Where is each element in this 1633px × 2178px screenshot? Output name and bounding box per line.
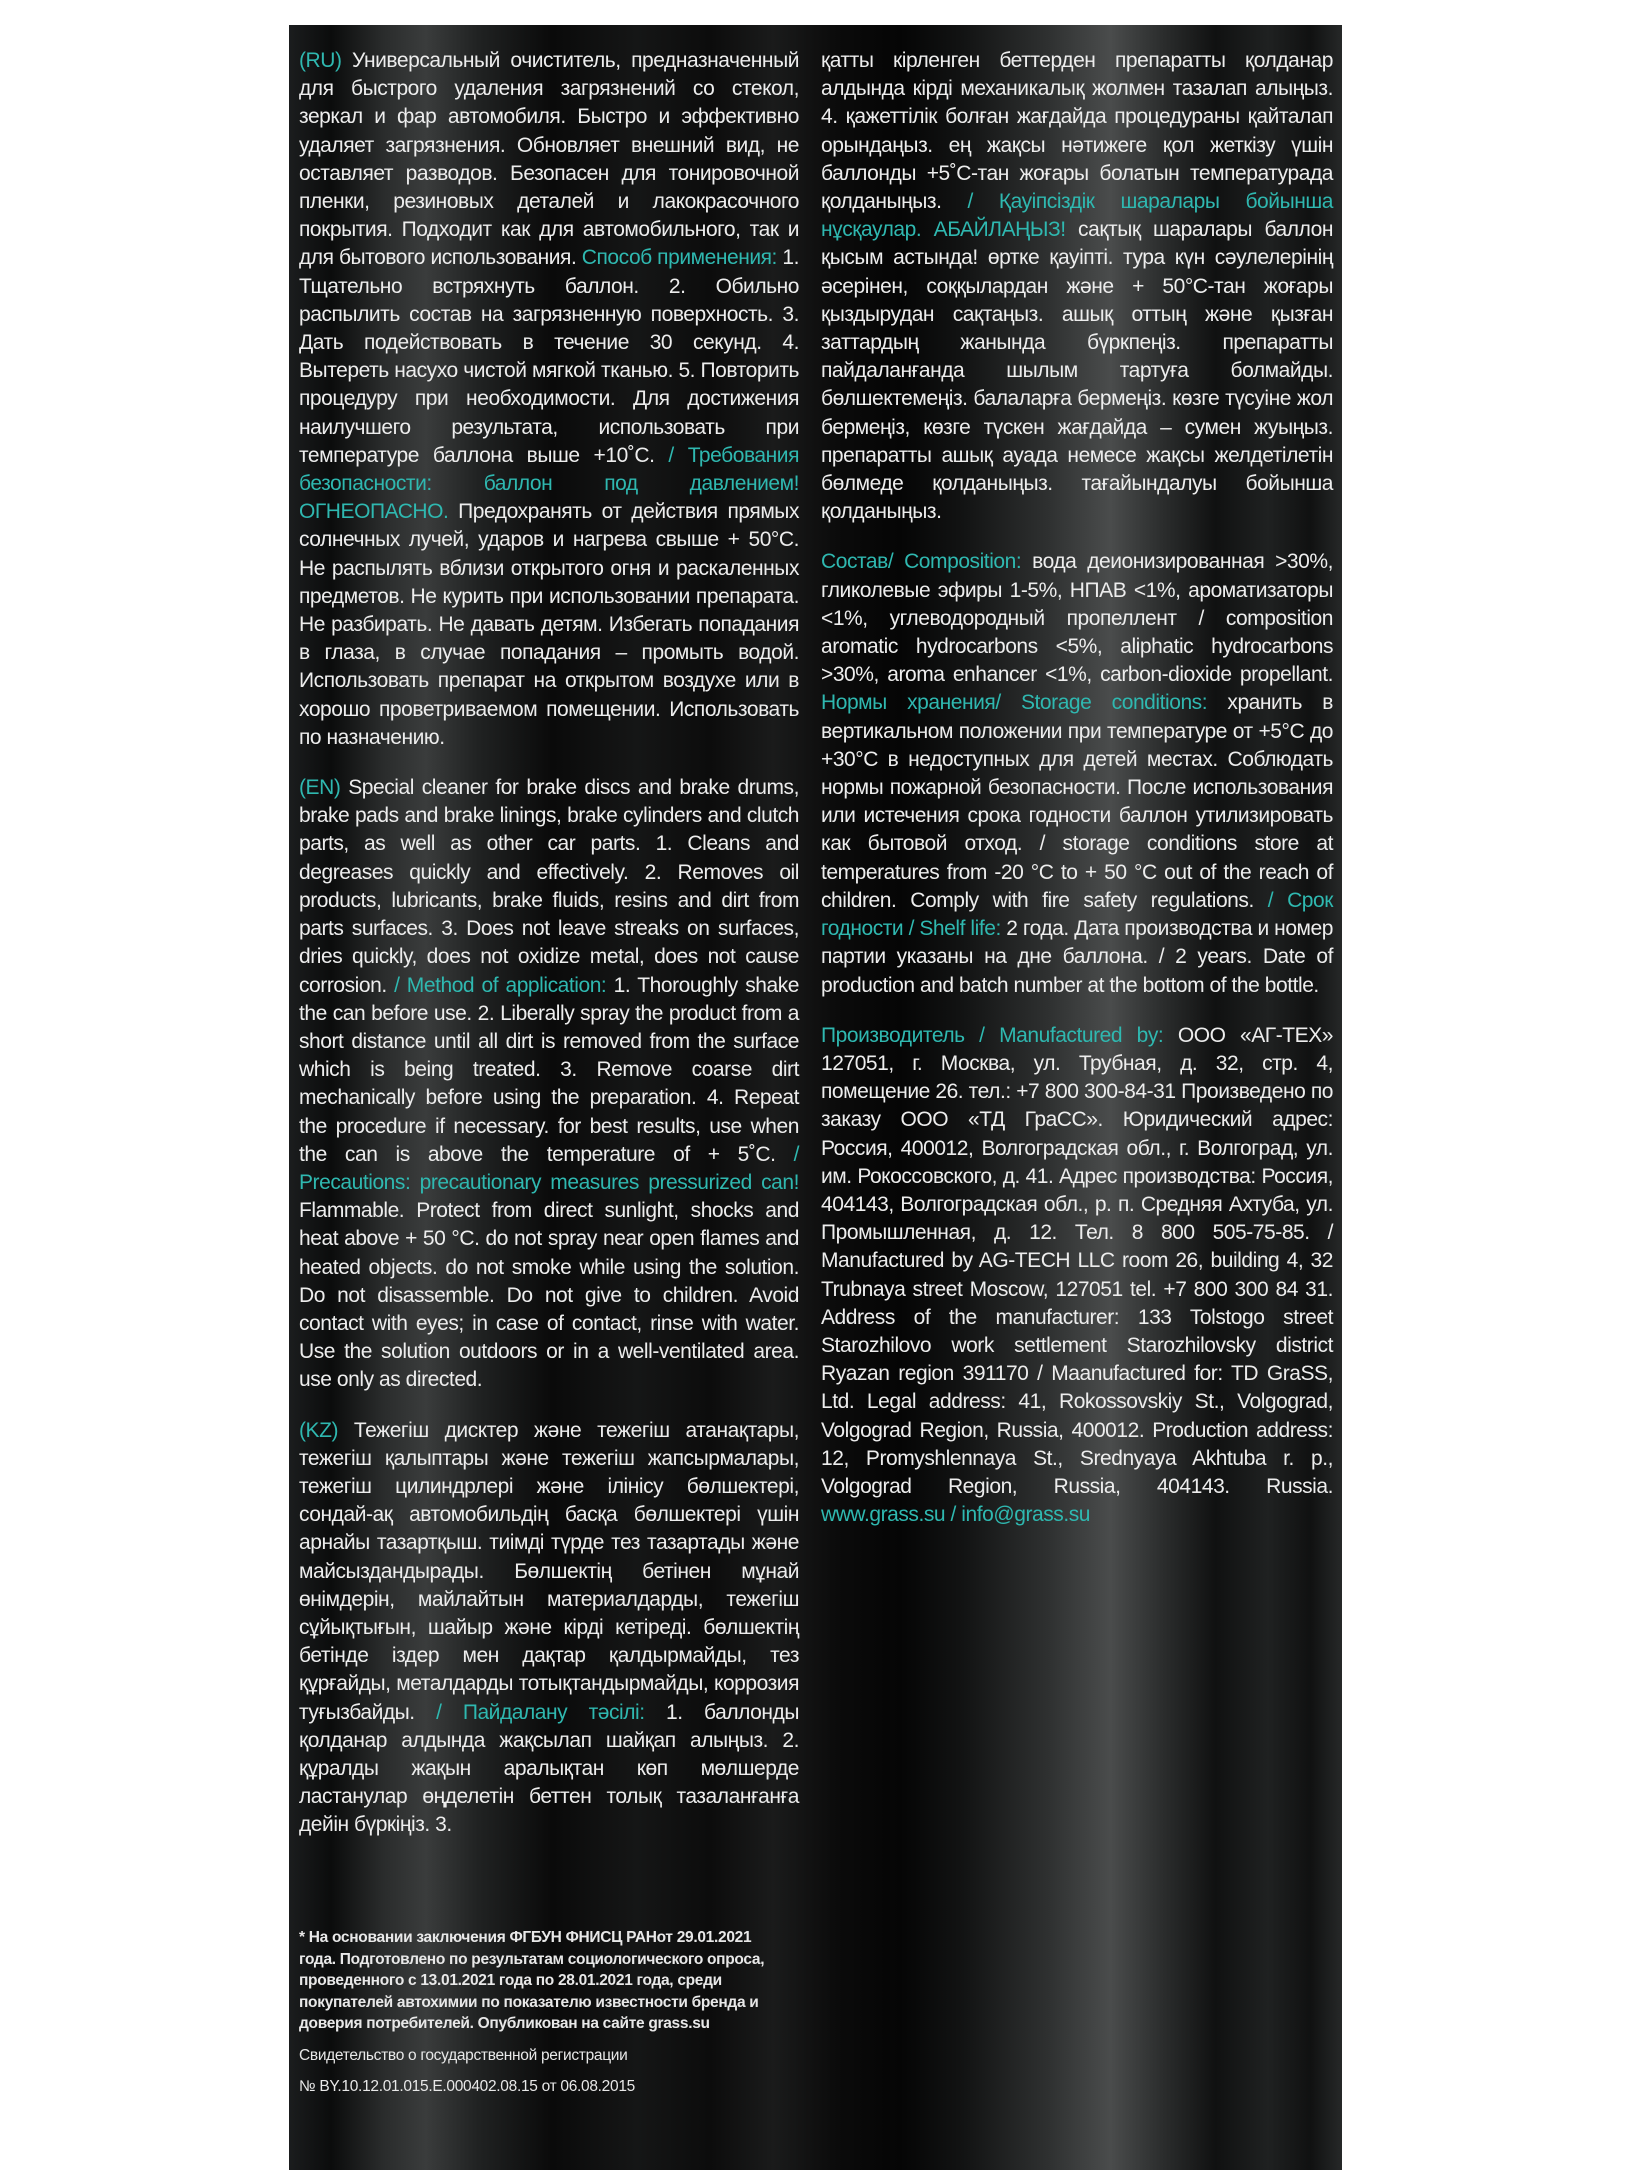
en-safety-heading: / Precautions: precautionary measures pressurized can!	[299, 1142, 799, 1194]
survey-footnote: * На основании заключения ФГБУН ФНИСЦ РАНот 29.01.2021 года. Подготовлено по результатам социологического опроса, проведенного с 13.01.2021 года по 28.01.2021 года, среди покупателей автохимии по показателю известности бренда и доверия потребителей. Опубликован на сайте grass.su	[299, 1929, 765, 2032]
en-method-text: 1. Thoroughly shake the can before use. 2. Liberally spray the product from a short distance until all dirt is removed from the surface which is being treated. 3. Remove coarse dirt mechanically before using the preparation. 4. Repeat the procedure if necessary. for best results, use when the can is above the temperature of + 5˚С.	[299, 973, 799, 1166]
shelf-life-text: 2 года. Дата производства и номер партии указаны на дне баллона. / 2 years. Date of production and batch number at the bottom of the bottle.	[821, 917, 1333, 997]
kz-intro-text: Тежегіш дисктер және тежегіш атанақтары, тежегіш қалыптары және тежегіш жапсырмалары, тежегіш цилиндрлері және ілінісу бөлшектері, сондай-ақ автомобильдің басқа бөлшектері үшін арнайы тазартқыш. тиімді түрде тез тазартады және майсыздандырады. Бөлшектің бетінен мұнай өнімдерін, майлайтын материалдарды, тежегіш сұйықтығын, шайыр және кірді кетіреді. бөлшектің бетінде іздер мен дақтар қалдырмайды, тез құрғайды, металдарды тотықтандырмайды, коррозия туғызбайды.	[299, 1418, 799, 1724]
ru-intro-text: Универсальный очиститель, предназначенный для быстрого удаления загрязнений со стекол, зеркал и фар автомобиля. Быстро и эффективно удаляет загрязнения. Обновляет внешний вид, не оставляет разводов. Безопасен для тонировочной пленки, резиновых деталей и лакокрасочного покрытия. Подходит как для автомобильного, так и для бытового использования.	[299, 49, 799, 270]
ru-method-heading: Способ применения:	[581, 246, 777, 270]
certificate-number: № BY.10.12.01.015.E.000402.08.15 от 06.08.2015	[299, 2078, 635, 2095]
shelf-life-heading: / Срок годности / Shelf life:	[821, 888, 1334, 941]
kz-safety-heading: / Қауіпсіздік шаралары бойынша нұсқаулар. АБАЙЛАҢЫЗ!	[821, 190, 1333, 242]
en-language-tag: (EN)	[299, 776, 341, 800]
kz-method-text: 1. баллонды қолданар алдында жақсылап шайқап алыңыз. 2. құралды жақын аралықтан көп мөлшерде ластанулар өңделетін беттен толық тазаланғанға дейін бүркіңіз. 3.	[299, 1700, 800, 1837]
kz-language-tag: (KZ)	[299, 1418, 339, 1442]
storage-text: хранить в вертикальном положении при температуре от +5°C до +30°C в недоступных для детей местах. Соблюдать нормы пожарной безопасности. После использования или истечения срока годности баллон утилизировать как бытовой отход. / storage conditions store at temperatures from -20 °C to + 50 °C out of the reach of children. Comply with fire safety regulations.	[821, 691, 1333, 912]
ru-section	[299, 47, 799, 752]
left-text-column	[299, 47, 799, 1862]
right-text-column	[821, 47, 1333, 1551]
kz-safety-text: сақтық шаралары баллон қысым астында! өртке қауіпті. тура күн сәулелерінің әсерінен, соққылардан және + 50°С-тан жоғары қыздырудан сақтаңыз. ашық оттың және қызған заттардың жанында бүркпеңіз. препаратты пайдаланғанда шылым тартуға болмайды. бөлшектемеңіз. балаларға бермеңіз. көзге түсуіне жол бермеңіз, көзге түскен жағдайда – сумен жуыңыз. препаратты ашық ауада немесе жақсы желдетілетін бөлмеде қолданыңыз. тағайындалуы бойынша қолданыңыз.	[821, 218, 1333, 524]
manufacturer-section	[821, 1022, 1333, 1530]
en-intro-text: Special cleaner for brake discs and brake drums, brake pads and brake linings, brake cylinders and clutch parts, as well as other car parts. 1. Cleans and degreases quickly and effectively. 2. Removes oil products, lubricants, brake fluids, resins and dirt from parts surfaces. 3. Does not leave streaks on surfaces, dries quickly, does not oxidize metal, does not cause corrosion.	[299, 776, 799, 997]
manufacturer-heading: Производитель / Manufactured by:	[821, 1023, 1164, 1047]
en-method-heading: / Method of application:	[394, 973, 607, 997]
website-contact: www.grass.su / info@grass.su	[821, 1503, 1090, 1527]
ru-method-text: 1. Тщательно встряхнуть баллон. 2. Обильно распылить состав на загрязненную поверхность. 3. Дать подействовать в течение 30 секунд. 4. Вытереть насухо чистой мягкой тканью. 5. Повторить процедуру при необходимости. Для достижения наилучшего результата, использовать при температуре баллона выше +10˚С.	[299, 246, 799, 467]
product-label-panel	[289, 25, 1342, 2170]
manufacturer-text: ООО «АГ-ТЕХ» 127051, г. Москва, ул. Трубная, д. 32, стр. 4, помещение 26. тел.: +7 800 300-84-31 Произведено по заказу ООО «ТД ГраСС». Юридический адрес: Россия, 400012, Волгоградская обл., г. Волгоград, ул. им. Рокоссовского, д. 41. Адрес производства: Россия, 404143, Волгоградская обл., р. п. Средняя Ахтуба, ул. Промышленная, д. 12. Тел. 8 800 505-75-85. / Manufactured by AG-TECH LLC room 26, building 4, 32 Trubnaya street Moscow, 127051 tel. +7 800 300 84 31. Address of the manufacturer: 133 Tolstogo street Starozhilovo work settlement Starozhilovsky district Ryazan region 391170 / Maanufactured for: TD GraSS, Ltd. Legal address: 41, Rokossovskiy St., Volgograd, Volgograd Region, Russia, 400012. Production address: 12, Promyshlennaya St., Srednyaya Akhtuba r. p., Volgograd Region, Russia, 404143. Russia.	[821, 1023, 1333, 1498]
kz-section	[299, 1417, 799, 1840]
composition-section	[821, 548, 1333, 999]
storage-heading: Нормы хранения/ Storage conditions:	[821, 691, 1208, 715]
composition-text: вода деионизированная >30%, гликолевые эфиры 1-5%, НПАВ <1%, ароматизаторы <1%, углеводородный пропеллент / composition aromatic hydrocarbons <5%, aliphatic hydrocarbons >30%, aroma enhancer <1%, carbon-dioxide propellant.	[821, 550, 1333, 687]
en-safety-text: Flammable. Protect from direct sunlight, shocks and heat above + 50 °C. do not spray near open flames and heated objects. do not smoke while using the solution. Do not disassemble. Do not give to children. Avoid contact with eyes; in case of contact, rinse with water. Use the solution outdoors or in a well-ventilated area. use only as directed.	[299, 1199, 799, 1392]
ru-safety-text: Предохранять от действия прямых солнечных лучей, ударов и нагрева свыше + 50°С. Не распылять вблизи открытого огня и раскаленных предметов. Не курить при использовании препарата. Не разбирать. Не давать детям. Избегать попадания в глаза, в случае попадания – промыть водой. Использовать препарат на открытом воздухе или в хорошо проветриваемом помещении. Использовать по назначению.	[299, 500, 799, 749]
kz-method-heading: / Пайдалану тәсілі:	[436, 1700, 645, 1724]
composition-heading: Состав/ Composition:	[821, 550, 1022, 574]
kz-continued-section	[821, 47, 1333, 526]
certificate-title: Свидетельство о государственной регистрации	[299, 2046, 628, 2064]
kz-continued-text: қатты кірленген беттерден препаратты қолданар алдында кірді механикалық жолмен тазалап алыңыз. 4. қажеттілік болған жағдайда процедураны қайталап орындаңыз. ең жақсы нәтижеге қол жеткізу үшін баллонды +5˚С-тан жоғары болатын температурада қолданыңыз.	[821, 49, 1333, 214]
ru-safety-heading: / Требования безопасности: баллон под давлением! ОГНЕОПАСНО.	[299, 443, 799, 524]
en-section	[299, 774, 799, 1394]
footnote-block	[299, 1927, 779, 2108]
ru-language-tag: (RU)	[299, 49, 342, 72]
